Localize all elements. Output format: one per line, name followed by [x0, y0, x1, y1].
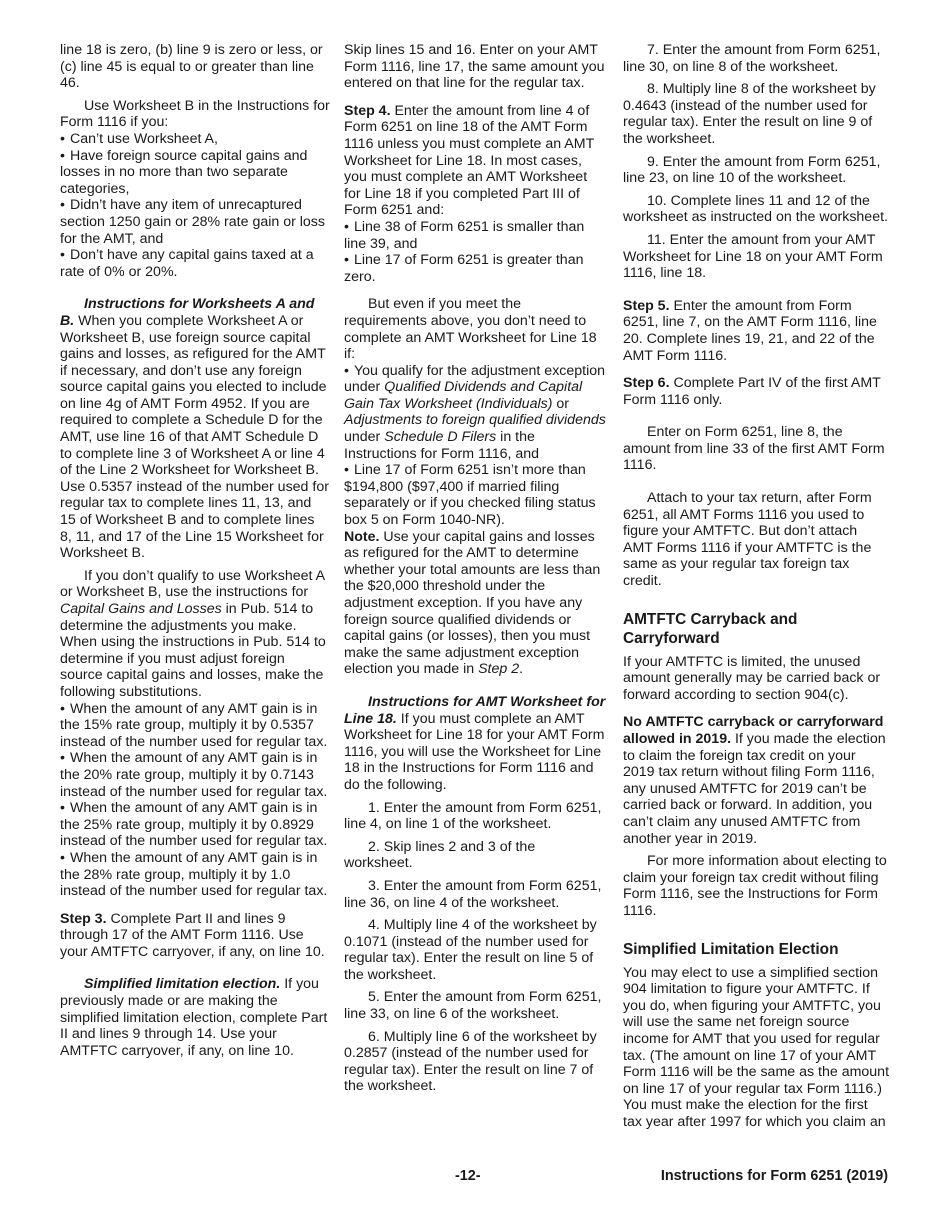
bullet-item: • When the amount of any AMT gain is in the 25% rate group, multiply it by 0.8929 instead of the number used for regular tax. — [60, 800, 330, 850]
section-heading: AMTFTC Carryback and Carryforward — [623, 610, 798, 647]
column-1 — [60, 42, 330, 1059]
numbered-item: 5. Enter the amount from Form 6251, line 33, on line 6 of the worksheet. — [344, 989, 602, 1023]
bullet-item: • Didn’t have any item of unrecaptured section 1250 gain or 28% rate gain or loss for the AMT, and — [60, 197, 330, 247]
text: If you don’t qualify to use Worksheet A or Worksheet B, use the instructions for — [60, 567, 325, 601]
numbered-item: 9. Enter the amount from Form 6251, line 23, on line 10 of the worksheet. — [623, 153, 881, 187]
worksheets-ab-instructions — [60, 296, 330, 562]
numbered-item: 3. Enter the amount from Form 6251, line 36, on line 4 of the worksheet. — [344, 877, 602, 911]
paragraph: If your AMTFTC is limited, the unused amount generally may be carried back or forward according to section 904(c). — [623, 653, 881, 703]
bullet-item: • Can’t use Worksheet A, — [60, 131, 330, 148]
step-3 — [60, 911, 330, 961]
bullet-item: • Line 38 of Form 6251 is smaller than line 39, and — [344, 219, 606, 252]
paragraph-body: If you made the election to claim the foreign tax credit on your 2019 tax return without filing Form 1116, any unused AMTFTC for 2019 can’t be carried back or forward. In addition, you can’t claim any unused AMTFTC from another year in 2019. — [623, 731, 886, 847]
text: in Pub. 514 to determine the adjustments you make. When using the instructions in Pub. 514 to determine if you must adjust foreign source capital gains and losses, make the following substitutions. — [60, 601, 326, 700]
simplified-limitation-election — [60, 976, 330, 1059]
bullet-item: • Don’t have any capital gains taxed at a rate of 0% or 20%. — [60, 247, 330, 280]
paragraph-body: Complete Part II and lines 9 through 17 of the AMT Form 1116. Use your AMTFTC carryover, if any, on line 10. — [60, 910, 325, 960]
numbered-item: 1. Enter the amount from Form 6251, line 4, on line 1 of the worksheet. — [344, 799, 602, 833]
numbered-item: 8. Multiply line 8 of the worksheet by 0.4643 (instead of the number used for regular tax). Enter the result on line 9 of the worksheet. — [623, 81, 876, 147]
paragraph: You may elect to use a simplified section 904 limitation to figure your AMTFTC. If you do, when figuring your AMTFTC, you will use the same net foreign source income for AMT that you used for regular tax. (The amount on line 17 of your AMT Form 1116 will be the same as the amount on line 17 of your regular tax Form 1116.) You must make the election for the first tax year after 1997 for which you claim an — [623, 964, 890, 1130]
note-label: Note. — [344, 528, 380, 545]
subheading: Instructions for AMT Worksheet for Line 18. — [344, 693, 606, 727]
bullet-item: • When the amount of any AMT gain is in the 15% rate group, multiply it by 0.5357 instead of the number used for regular tax. — [60, 701, 330, 751]
paragraph-body: When you complete Worksheet A or Worksheet B, use foreign source capital gains and losses, as refigured for the AMT if necessary, and don’t use any foreign source capital gains you elected to include on line 4g of AMT Form 4952. If you are required to complete a Schedule D for the AMT, use line 16 of that AMT Schedule D to complete line 3 of Worksheet A or line 4 of the Line 2 Worksheet for Worksheet B. Use 0.5357 instead of the number used for regular tax to complete lines 11, 13, and 15 of Worksheet B and to complete lines 8, 11, and 17 of the Line 15 Worksheet for Worksheet B. — [60, 312, 329, 562]
subheading: No AMTFTC carryback or carryforward allowed in 2019. — [623, 714, 884, 747]
step-6 — [623, 375, 889, 408]
italic-text: Step 2 — [478, 661, 520, 678]
numbered-item: 7. Enter the amount from Form 6251, line 30, on line 8 of the worksheet. — [623, 42, 881, 75]
text: . — [519, 661, 524, 678]
section-heading: Simplified Limitation Election — [623, 940, 839, 958]
column-2 — [344, 42, 606, 1095]
text: or — [552, 395, 569, 412]
step-label: Step 4. — [344, 102, 391, 119]
italic-text: Qualified Dividends and Capital Gain Tax Worksheet (Individuals) — [344, 379, 583, 412]
paragraph-body: If you must complete an AMT Worksheet for Line 18 for your AMT Form 1116, you will use the Worksheet for Line 18 in the Instructions for Form 1116 and do the following. — [344, 710, 605, 793]
text: You qualify for the adjustment exception under — [344, 362, 606, 396]
paragraph: But even if you meet the requirements above, you don’t need to complete an AMT Worksheet for Line 18 if: — [344, 296, 597, 363]
subheading: Instructions for Worksheets A and B. — [60, 296, 315, 329]
paragraph: Skip lines 15 and 16. Enter on your AMT Form 1116, line 17, the same amount you entered on that line for the regular tax. — [344, 42, 605, 92]
italic-text: Schedule D Filers — [384, 429, 497, 446]
paragraph-body: Use your capital gains and losses as refigured for the AMT to determine whether your total amounts are less than the $20,000 threshold under the adjustment exception. If you have any foreign source qualified dividends or capital gains (or losses), then you must make the same adjustment exception election you made in — [344, 528, 601, 678]
bullet-item: • When the amount of any AMT gain is in the 28% rate group, multiply it by 1.0 instead of the number used for regular tax. — [60, 850, 330, 900]
text: under — [344, 429, 385, 446]
paragraph-body: Enter the amount from line 4 of Form 6251 on line 18 of the AMT Form 1116 unless you must complete an AMT Worksheet for Line 18. In most cases, you must complete an AMT Worksheet for Line 18 if you completed Part III of Form 6251 and: — [344, 102, 594, 219]
step-label: Step 5. — [623, 297, 670, 314]
numbered-item: 2. Skip lines 2 and 3 of the worksheet. — [344, 838, 536, 872]
step-label: Step 6. — [623, 375, 670, 392]
document-title: Instructions for Form 6251 (2019) — [660, 1168, 888, 1184]
bullet-item: • When the amount of any AMT gain is in the 20% rate group, multiply it by 0.7143 instead of the number used for regular tax. — [60, 750, 330, 800]
bullet-item: • Have foreign source capital gains and losses in no more than two separate categories, — [60, 148, 330, 198]
bullet-item: • Line 17 of Form 6251 is greater than zero. — [344, 252, 606, 285]
numbered-item: 4. Multiply line 4 of the worksheet by 0.1071 (instead of the number used for regular tax). Enter the result on line 5 of the worksheet. — [344, 917, 597, 983]
italic-text: Adjustments to foreign qualified dividends — [344, 412, 606, 429]
numbered-item: 11. Enter the amount from your AMT Worksheet for Line 18 on your AMT Form 1116, line 18. — [623, 231, 883, 282]
column-3 — [623, 42, 889, 1130]
bullet-item — [344, 363, 606, 463]
step-4 — [344, 103, 606, 219]
page-number: -12- — [455, 1168, 481, 1184]
paragraph — [60, 568, 330, 701]
paragraph-body: Enter the amount from Form 6251, line 7, on the AMT Form 1116, line 20. Complete lines 19, 21, and 22 of the AMT Form 1116. — [623, 297, 877, 364]
step-5 — [623, 298, 889, 364]
paragraph-body: If you previously made or are making the simplified limitation election, complete Part II and lines 9 through 14. Use your AMTFTC carryover, if any, on line 10. — [60, 976, 328, 1059]
note — [344, 529, 606, 678]
step-label: Step 3. — [60, 910, 107, 927]
numbered-item: 6. Multiply line 6 of the worksheet by 0.2857 (instead of the number used for regular tax). Enter the result on line 7 of the worksheet. — [344, 1028, 597, 1095]
italic-text: Capital Gains and Losses — [60, 601, 222, 617]
paragraph: For more information about electing to claim your foreign tax credit without filing Form 1116, see the Instructions for Form 1116. — [623, 853, 887, 919]
amt-worksheet-instructions — [344, 694, 606, 794]
paragraph: Attach to your tax return, after Form 6251, all AMT Forms 1116 you used to figure your AMTFTC. But don’t attach AMT Forms 1116 if your AMTFTC is the same as your regular tax foreign tax credit. — [623, 490, 872, 590]
paragraph: Use Worksheet B in the Instructions for Form 1116 if you: — [60, 97, 330, 131]
bullet-item: • Line 17 of Form 6251 isn’t more than $194,800 ($97,400 if married filing separately or if you checked filing status box 5 on Form 1040-NR). — [344, 462, 606, 528]
paragraph-body: Complete Part IV of the first AMT Form 1116 only. — [623, 375, 881, 408]
paragraph: Enter on Form 6251, line 8, the amount from line 33 of the first AMT Form 1116. — [623, 424, 885, 474]
paragraph: line 18 is zero, (b) line 9 is zero or less, or (c) line 45 is equal to or greater than line 46. — [60, 42, 323, 92]
numbered-item: 10. Complete lines 11 and 12 of the worksheet as instructed on the worksheet. — [623, 192, 888, 226]
text: in the Instructions for Form 1116, and — [344, 429, 540, 462]
no-carryback-paragraph — [623, 714, 889, 847]
subheading: Simplified limitation election. — [84, 976, 281, 993]
